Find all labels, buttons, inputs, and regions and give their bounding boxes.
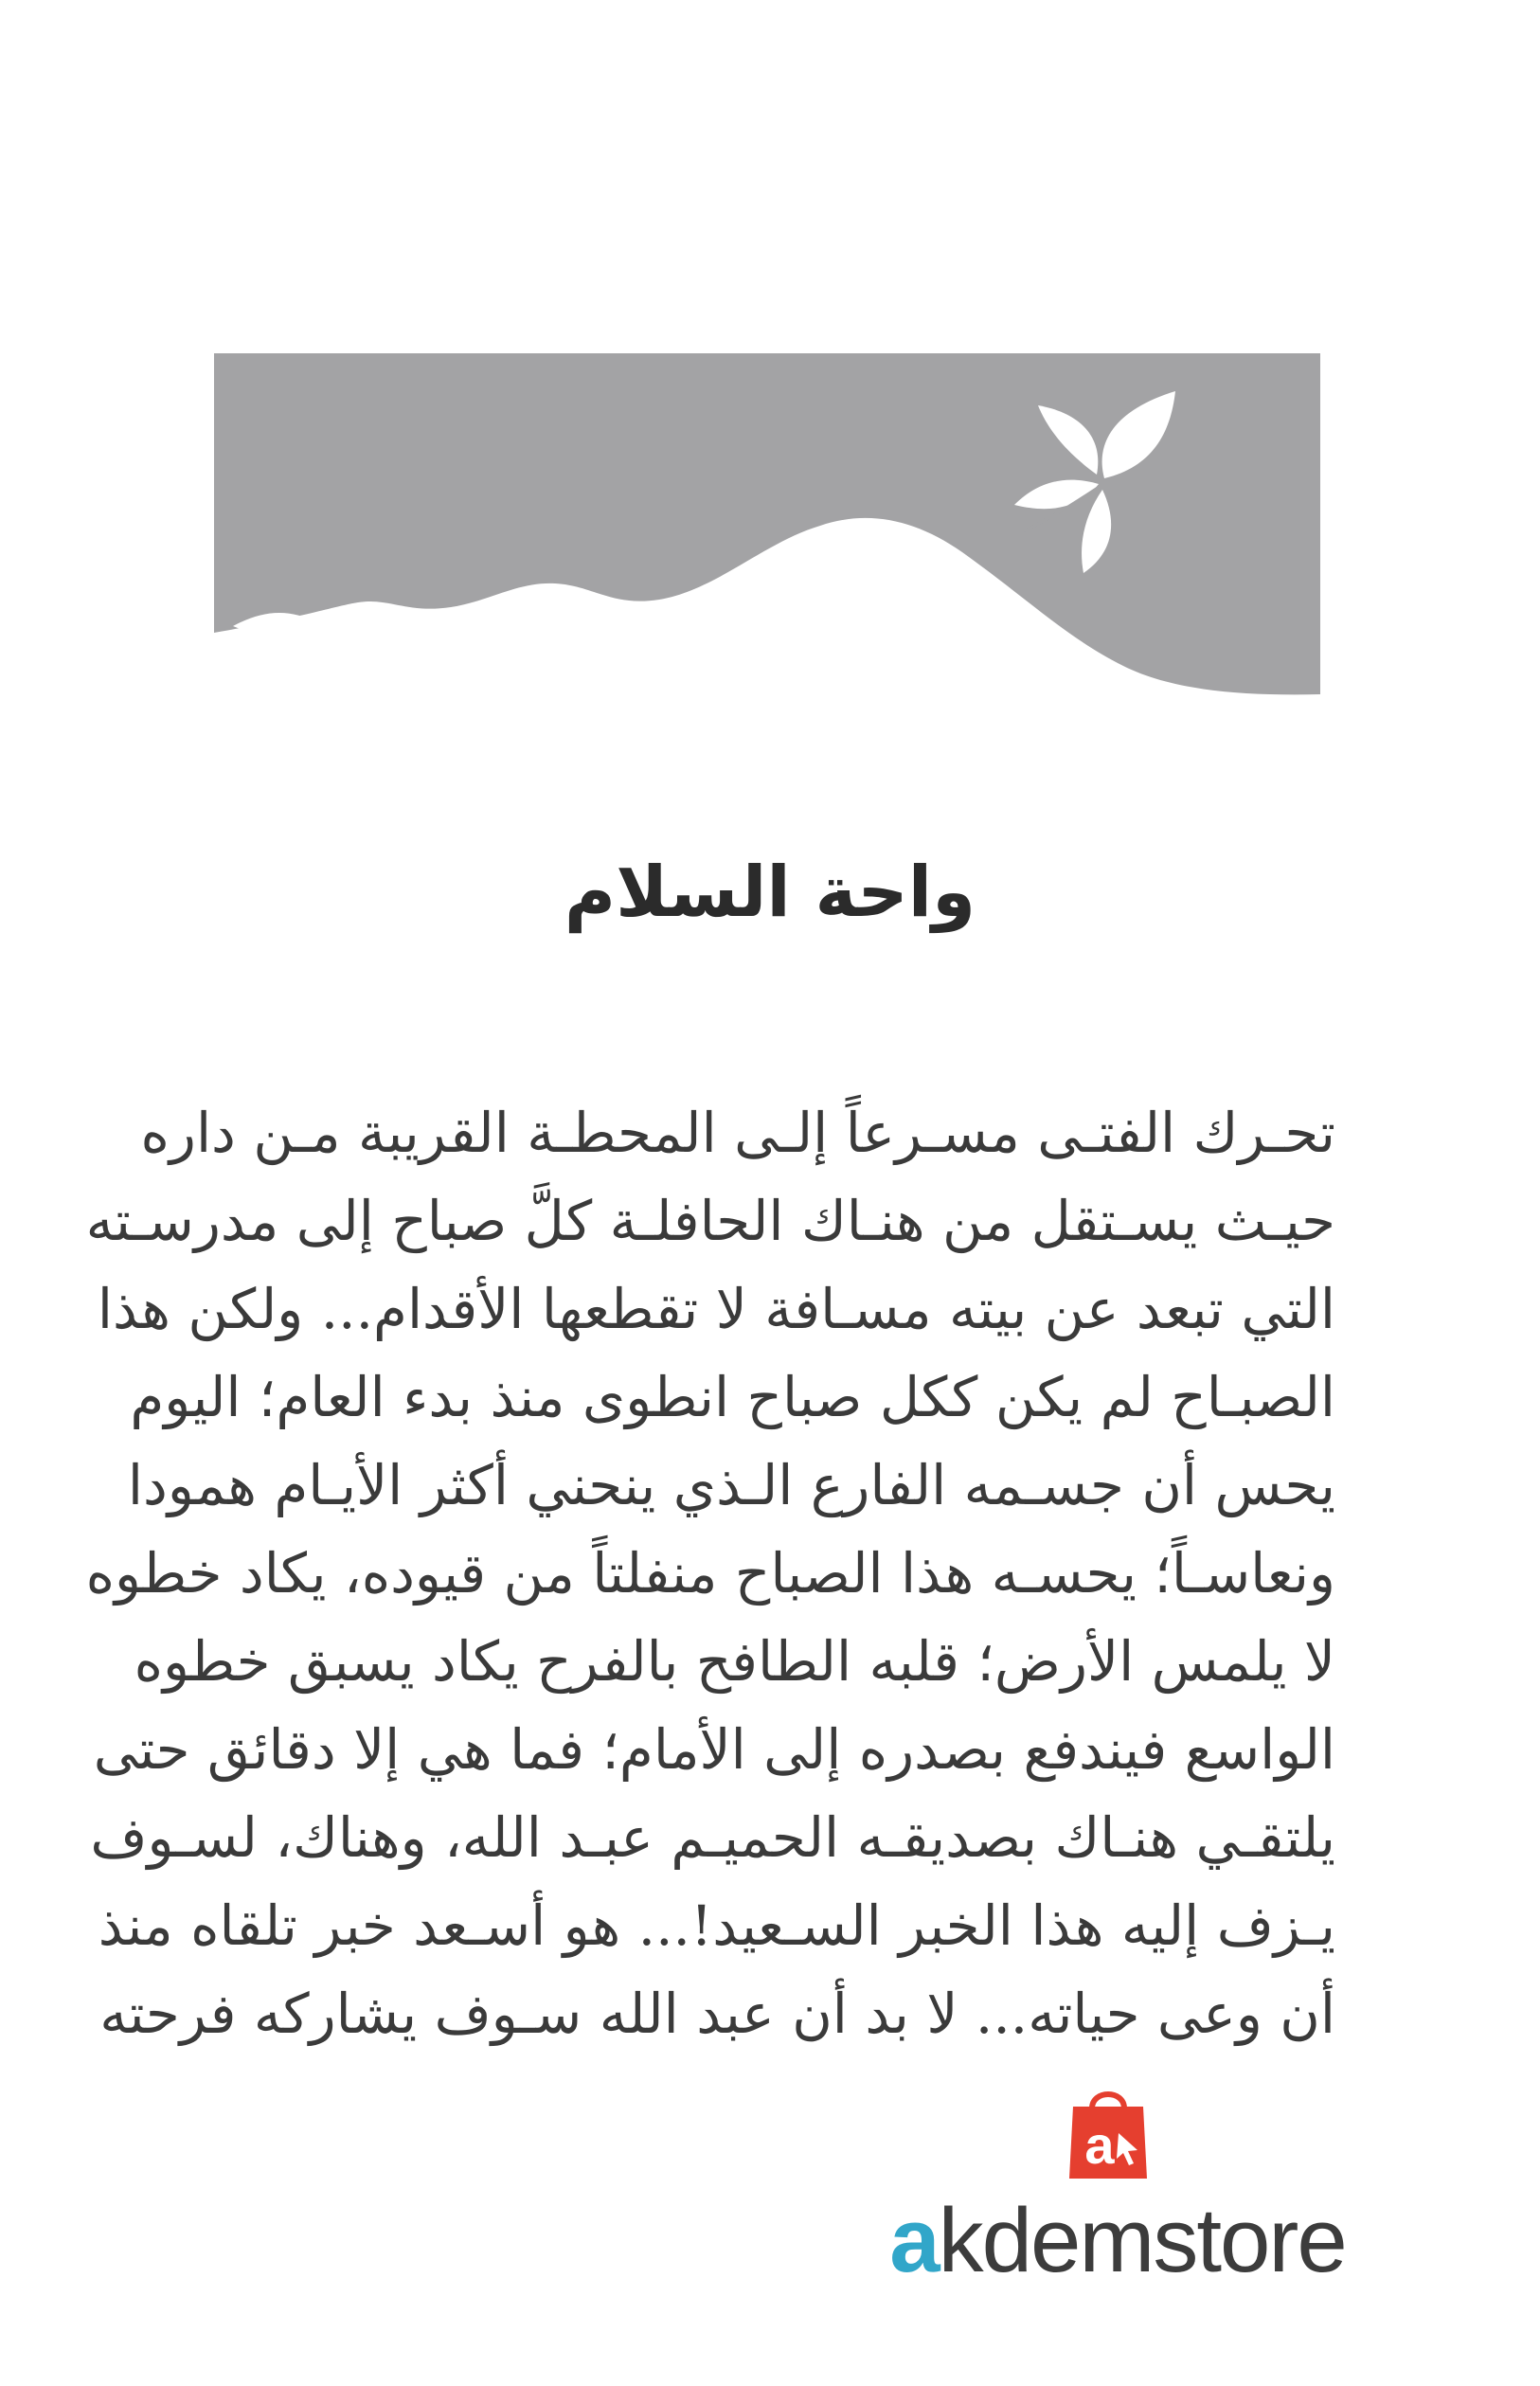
wordmark-rest: kdemstore	[938, 2190, 1346, 2291]
chapter-title: واحة السلام	[564, 852, 976, 933]
text-line: يحس أن جسـمه الفارع الـذي ينحني أكثر الأيـام همودا	[127, 1453, 1335, 1517]
text-line: لا يلمس الأرض؛ قلبه الطافح بالفرح يكاد يسبق خطوه	[134, 1629, 1335, 1694]
wordmark-first-letter: a	[889, 2190, 939, 2291]
text-line: التي تبعد عن بيته مسـافة لا تقطعها الأقدام... ولكن هذا	[97, 1277, 1335, 1341]
body-paragraph	[85, 1089, 1335, 2058]
decorative-banner	[214, 353, 1320, 694]
text-line: ونعاسـاً؛ يحسـه هذا الصباح منفلتاً من قيوده، يكاد خطوه	[85, 1541, 1335, 1606]
text-line: أن وعى حياته... لا بد أن عبد الله سـوف يشاركه فرحته	[99, 1982, 1335, 2046]
text-line: حيـث يسـتقل من هنـاك الحافلـة كلَّ صباح إلى مدرسـته	[85, 1189, 1335, 1253]
book-bag-cursor-icon	[1065, 2084, 1151, 2182]
text-line: الصبـاح لم يكن ككل صباح انطوى منذ بدء العام؛ اليوم	[130, 1365, 1335, 1429]
store-watermark	[862, 2084, 1373, 2340]
svg-text:a: a	[1084, 2115, 1115, 2175]
store-wordmark	[862, 2186, 1373, 2295]
text-line: يـزف إليه هذا الخبر السـعيد!... هو أسـعد خبر تلقاه منذ	[98, 1893, 1335, 1958]
text-line: تحـرك الفتـى مسـرعاً إلـى المحطـة القريبة مـن داره	[140, 1101, 1335, 1165]
text-line: يلتقـي هنـاك بصديقـه الحميـم عبـد الله، وهناك، لسـوف	[90, 1805, 1335, 1870]
text-line: الواسع فيندفع بصدره إلى الأمام؛ فما هي إلا دقائق حتى	[93, 1717, 1335, 1782]
